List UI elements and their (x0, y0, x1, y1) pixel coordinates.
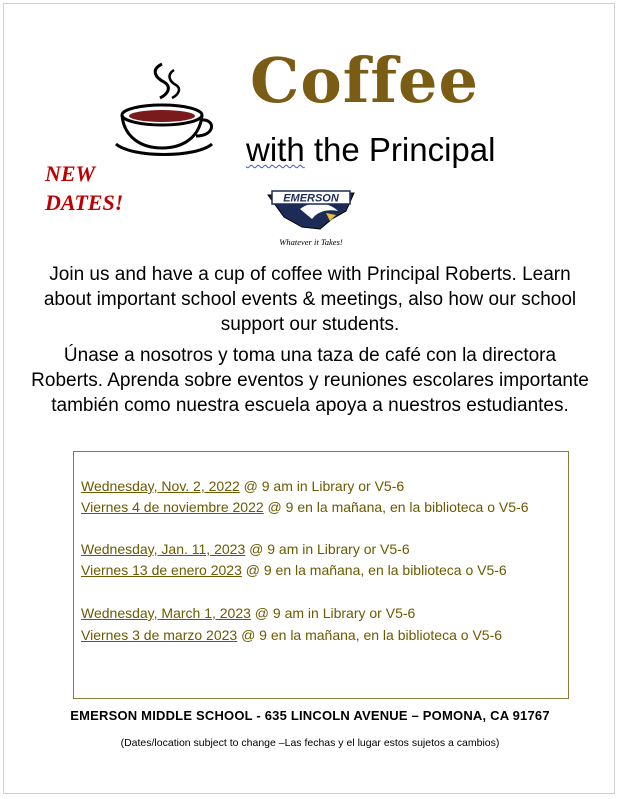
emerson-eagle-logo (262, 185, 360, 249)
date-link: Wednesday, Nov. 2, 2022 (81, 478, 240, 494)
page-subtitle (246, 131, 495, 169)
date-link: Viernes 3 de marzo 2023 (81, 627, 238, 643)
date-detail: @ 9 en la mañana, en la biblioteca o V5-6 (241, 562, 507, 578)
date-detail: @ 9 en la mañana, en la biblioteca o V5-6 (263, 499, 529, 515)
new-dates-label (45, 159, 165, 217)
date-line (81, 478, 404, 494)
subtitle-with-word: with (246, 131, 305, 168)
date-line (81, 562, 507, 578)
date-link: Wednesday, Jan. 11, 2023 (81, 541, 246, 557)
new-dates-line2: DATES! (45, 190, 124, 215)
date-detail: @ 9 am in Library or V5-6 (245, 541, 410, 557)
english-description: Join us and have a cup of coffee with Principal Roberts. Learn about important school events & meetings, also how our school support our students. (43, 264, 577, 335)
date-detail: @ 9 en la mañana, en la biblioteca o V5-6 (237, 627, 503, 643)
date-line (81, 627, 502, 643)
date-line (81, 541, 410, 557)
spanish-description: Únase a nosotros y toma una taza de café con la directora Roberts. Aprenda sobre eventos y reuniones escolares importante también como nuestra escuela apoya a nuestros estudiantes. (31, 345, 589, 416)
logo-tagline-text: Whatever it Takes! (279, 237, 343, 247)
page-title: Coffee (250, 44, 479, 117)
date-detail: @ 9 am in Library or V5-6 (250, 605, 416, 621)
date-link: Viernes 4 de noviembre 2022 (81, 499, 264, 515)
school-address: EMERSON MIDDLE SCHOOL - 635 LINCOLN AVENUE – POMONA, CA 91767 (70, 708, 550, 723)
date-line (81, 605, 415, 621)
change-notice: (Dates/location subject to change –Las fechas y el lugar estos sujetos a cambios) (120, 737, 500, 749)
coffee-cup-icon (112, 60, 220, 158)
date-detail: @ 9 am in Library or V5-6 (239, 478, 405, 494)
date-line (81, 499, 528, 515)
new-dates-line1: NEW (45, 161, 96, 186)
date-link: Wednesday, March 1, 2023 (81, 605, 251, 621)
subtitle-rest: the Principal (304, 131, 496, 168)
logo-name-text: EMERSON (283, 192, 339, 205)
date-link: Viernes 13 de enero 2023 (81, 562, 242, 578)
